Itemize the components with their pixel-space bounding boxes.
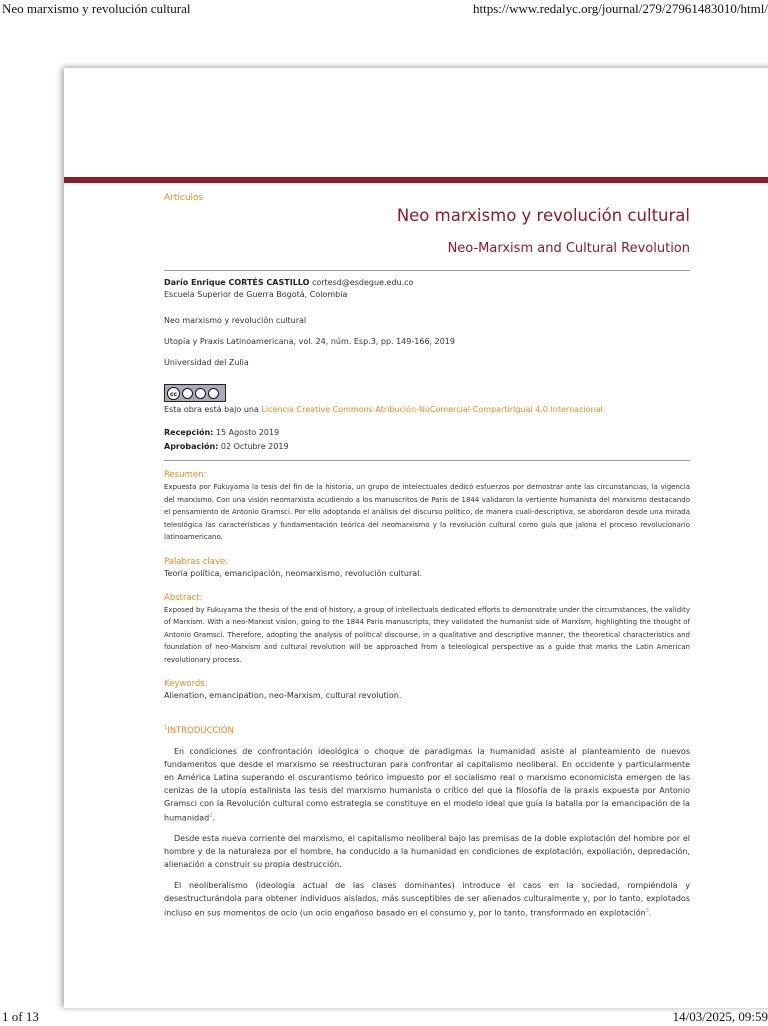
received-value: 15 Agosto 2019 [213,428,280,437]
page-counter: 1 of 13 [2,1009,39,1024]
footnote-ref[interactable]: 2 [209,812,213,819]
author-block [164,277,690,301]
meta-publisher: Universidad del Zulia [164,358,249,367]
paragraph [164,745,690,825]
document-page [64,68,768,1008]
author-email[interactable]: cortesd@esdegue.edu.co [311,278,414,287]
author-name: Darío Enrique CORTÉS CASTILLO [164,278,310,287]
footnote-ref[interactable]: 3 [645,908,649,915]
sa-icon [208,388,219,399]
approved-label: Aprobación: [164,442,219,451]
article-title: Neo marxismo y revolución cultural [396,206,690,225]
palabras-text: Teoría política, emancipación, neomarxismo, revolución cultural. [164,568,422,578]
dates-block [164,426,690,454]
article-subtitle: Neo-Marxism and Cultural Revolution [447,241,690,256]
nc-icon [195,388,206,399]
meta-title: Neo marxismo y revolución cultural [164,316,307,325]
divider [164,270,690,271]
paragraph-end: . [648,909,652,919]
article-content [164,192,690,920]
license-prefix: Esta obra está bajo una [164,405,262,414]
approved-value: 02 Octubre 2019 [218,442,289,451]
author-affiliation: Escuela Superior de Guerra Bogotá, Colombia [164,290,348,299]
paragraph: Desde esta nueva corriente del marxismo, el capitalismo neoliberal bajo las premisas de la doble explotación del hombre por el hombre y de la naturaleza por el hombre, ha conducido a la humanidad en condiciones de explotación, expoliación, depredación, alienación a construir su propia destrucción. [164,834,690,870]
section-label: Artículos [164,193,204,203]
print-footer [0,1008,768,1026]
keywords-heading: Keywords: [164,679,208,689]
paragraph-text: El neoliberalismo (ideología actual de las clases dominantes) introduce el caos en la sociedad, rompiéndola y desestructurándola para obtener individuos aislados, más susceptibles de ser alienados culturalmente y, por lo tanto, explotados incluso en sus momentos de ocio (un ocio engañoso basado en el consumo y, por lo tanto, transformado en explotación [164,881,690,919]
received-label: Recepción: [164,428,214,437]
publication-meta [164,315,690,369]
paragraph-end: . [212,813,215,823]
cc-circle-icon: cc [167,387,180,400]
abstract-heading: Abstract: [164,592,203,603]
footnote-ref[interactable]: 1 [164,725,168,731]
paragraph [164,879,690,920]
resumen-heading: Resumen: [164,470,207,480]
paragraph-text: En condiciones de confrontación ideológica o choque de paradigmas la humanidad asiste al planteamiento de nuevos fundamentos que desde el marxismo se reestructuran para confrontar al capitalismo neoliberal. En occidente y particularmente en América Latina superando el oscurantismo teórico impuesto por el socialismo real o marxismo economicista emergen de las cenizas de la utopía estalinista las tesis del marxismo humanista o crítico del que la filosofía de la praxis expuesta por Antonio Gramsci con la Revolución cultural como estrategia se constituye en el modelo ideal que guía la batalla por la emancipación de la humanidad [164,746,690,823]
license-line [164,404,690,416]
introduction-title: INTRODUCCIÓN [167,725,235,736]
print-datetime: 14/03/2025, 09:59 [672,1009,768,1024]
palabras-heading: Palabras clave: [164,556,229,567]
introduction-heading [164,722,690,737]
meta-journal: Utopía y Praxis Latinoamericana, vol. 24, núm. Esp.3, pp. 149-166, 2019 [164,337,455,346]
keywords-text: Alienation, emancipation, neo-Marxism, cultural revolution. [164,691,402,700]
license-link[interactable]: Licencia Creative Commons Atribución-NoComercial-CompartirIgual 4.0 Internacional. [261,405,606,414]
header-band [64,177,768,183]
print-header-url[interactable]: https://www.redalyc.org/journal/279/27961483010/html/ [472,1,768,16]
abstract-text: Exposed by Fukuyama the thesis of the end of history, a group of intellectuals dedicated efforts to demonstrate under the circumstances, the validity of Marxism. With a neo-Marxist vision, going to the 1844 Paris manuscripts, they validated the humanist side of Marxism, highlighting the thought of Antonio Gramsci. Therefore, adopting the analysis of political discourse, in a qualitative and descriptive manner, the theoretical characteristics and foundation of neo-Marxism and cultural revolution will be approached from a teleological perspective as a guide that marks the Latin American revolutionary process. [164,605,690,664]
by-icon [182,388,193,399]
resumen-text: Expuesta por Fukuyama la tesis del fin de la historia, un grupo de intelectuales dedicó esfuerzos por demostrar ante las circunstancias, la vigencia del marxismo. Con una visión neomarxista acudiendo a los manuscritos de París de 1844 validaron la vertiente humanista del marxismo destacando el pensamiento de Antonio Gramsci. Por ello adoptando el análisis del discurso político, de manera cuali-descriptiva, se abordaron desde una mirada teleológica las características y fundamentación teórica del neomarxismo y la revolución cultural como guía que jalona el proceso revolucionario latinoamericano. [164,483,690,541]
print-header-title: Neo marxismo y revolución cultural [2,1,191,16]
divider [164,460,690,461]
print-header [0,0,768,18]
creative-commons-icon[interactable] [164,384,226,402]
